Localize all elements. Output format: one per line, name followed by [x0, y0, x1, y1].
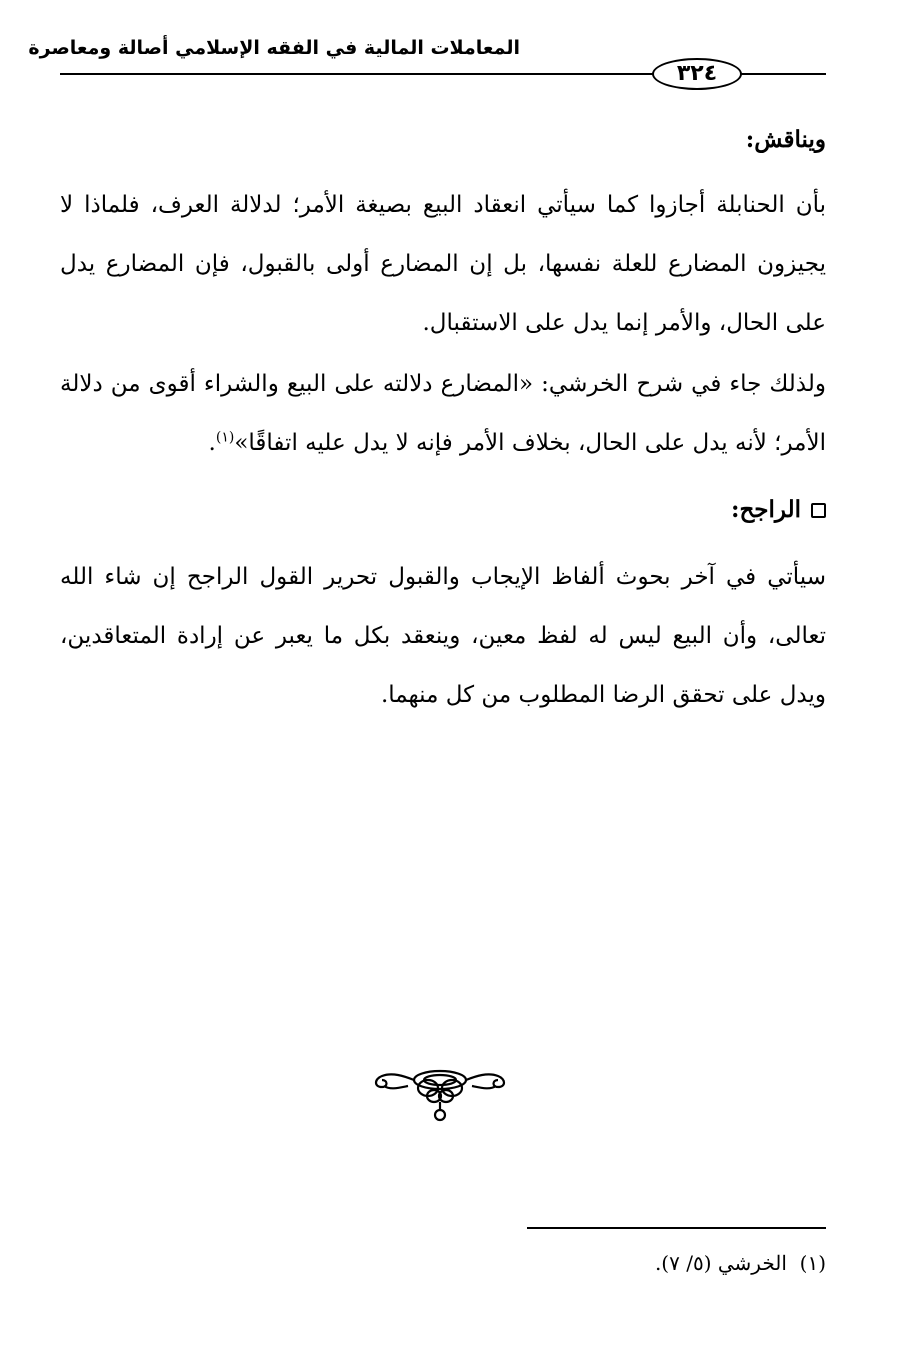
- preferred-heading-label: الراجح:: [730, 496, 801, 523]
- header-rule: [60, 73, 654, 75]
- paragraph-3: سيأتي في آخر بحوث ألفاظ الإيجاب والقبول تحرير القول الراجح إن شاء الله تعالى، وأن البيع ليس له لفظ معين، وينعقد بكل ما يعبر عن إرادة المتعاقدين، ويدل على تحقق الرضا المطلوب من كل منهما.: [60, 564, 826, 708]
- paragraph-2: [60, 355, 826, 473]
- footnote-reference: (١): [215, 429, 235, 446]
- footnote-separator: [527, 1227, 826, 1229]
- running-header-title: المعاملات المالية في الفقه الإسلامي أصالة ومعاصرة: [28, 37, 520, 59]
- paragraph-1: بأن الحنابلة أجازوا كما سيأتي انعقاد البيع بصيغة الأمر؛ لدلالة العرف، فلماذا لا يجيزون المضارع للعلة نفسها، بل إن المضارع أولى بالقبول، فإن المضارع يدل على الحال، والأمر إنما يدل على الاستقبال.: [60, 192, 826, 336]
- discussion-heading: ويناقش:: [745, 126, 826, 153]
- square-bullet-icon: [811, 503, 826, 518]
- footnote-marker: (١): [799, 1251, 826, 1275]
- footnote-1: [300, 1246, 826, 1280]
- page-number-badge: ٣٢٤: [652, 58, 742, 90]
- floral-divider-icon: [368, 1062, 512, 1124]
- preferred-heading: [731, 490, 826, 530]
- paragraph-2-text: ولذلك جاء في شرح الخرشي: «المضارع دلالته على البيع والشراء أقوى من دلالة الأمر؛ لأنه يدل على الحال، بخلاف الأمر فإنه لا يدل عليه اتفاقًا»: [60, 371, 826, 456]
- paragraph-2-end: .: [208, 430, 216, 456]
- header-rule-right: [740, 73, 826, 75]
- footnote-text: الخرشي (٥/ ٧).: [654, 1251, 787, 1275]
